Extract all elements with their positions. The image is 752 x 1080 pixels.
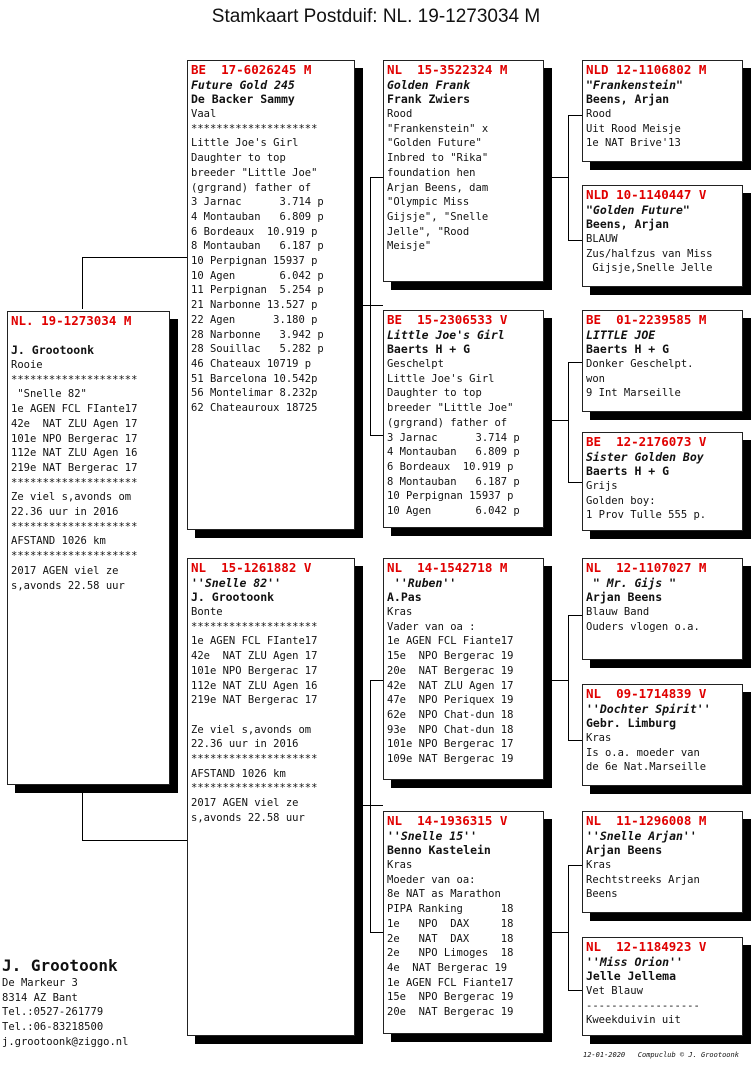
card-line: 28 Souillac 5.282 p <box>191 343 324 356</box>
ring-number: NL 15-3522324 M <box>387 62 508 77</box>
owner-name: J. Grootoonk <box>2 956 118 975</box>
breeder-name: Gebr. Limburg <box>586 716 677 730</box>
card-line: Little Joe's Girl <box>191 137 299 150</box>
ring-number: BE 01-2239585 M <box>586 312 707 327</box>
card-lines <box>191 107 351 416</box>
card-line: Rooie <box>11 359 43 371</box>
card-lines <box>586 731 739 775</box>
owner-phone: Tel.:0527-261779 <box>2 1006 104 1019</box>
card-line: s,avonds 22.58 uur <box>11 579 125 592</box>
card-line: Arjan Beens, dam <box>387 181 489 194</box>
pigeon-name: ''Miss Orion'' <box>586 955 683 969</box>
pigeon-name: ''Ruben'' <box>387 576 457 590</box>
card-line: won <box>586 372 605 385</box>
card-line: 6 Bordeaux 10.919 p <box>191 225 318 238</box>
card-line: 10 Perpignan 15937 p <box>387 490 514 503</box>
card-line: 8 Montauban 6.187 p <box>387 475 520 488</box>
card-lines <box>586 232 739 276</box>
card-line: Is o.a. moeder van <box>586 746 700 759</box>
ring-number: BE 15-2306533 V <box>387 312 508 327</box>
card-line: ******************** <box>191 620 318 633</box>
owner-city: 8314 AZ Bant <box>2 991 78 1004</box>
ring-number: NL 12-1107027 M <box>586 560 707 575</box>
card-line: AFSTAND 1026 km <box>11 535 106 548</box>
breeder-name: Beens, Arjan <box>586 92 670 106</box>
card-line: ******************** <box>11 520 138 533</box>
pigeon-card-main[interactable] <box>7 311 170 785</box>
card-lines <box>11 358 166 593</box>
ring-number: NL 15-1261882 V <box>191 560 312 575</box>
card-line: Ze viel s,avonds om <box>191 723 312 736</box>
card-line: 3 Jarnac 3.714 p <box>191 196 324 209</box>
card-line: Gijsje,Snelle Jelle <box>586 262 713 275</box>
pigeon-card-dds[interactable] <box>582 811 743 913</box>
card-line: 6 Bordeaux 10.919 p <box>387 460 514 473</box>
card-line: Moeder van oa: <box>387 873 476 886</box>
connector-line <box>568 115 569 240</box>
breeder-name: Jelle Jellema <box>586 969 677 983</box>
card-line: 56 Montelimar 8.232p <box>191 387 318 400</box>
ring-number: BE 12-2176073 V <box>586 434 707 449</box>
pigeon-card-sdd[interactable] <box>582 432 743 531</box>
card-line: 1e AGEN FCL FIante17 <box>191 635 318 648</box>
card-line: ------------------ <box>586 999 700 1012</box>
card-lines <box>387 107 540 254</box>
connector-line <box>568 482 582 483</box>
ring-number: NL 14-1542718 M <box>387 560 508 575</box>
card-lines <box>586 107 739 151</box>
card-line: Kras <box>387 606 413 618</box>
pigeon-card-dam[interactable] <box>187 558 355 1036</box>
card-line: de 6e Nat.Marseille <box>586 761 707 774</box>
card-line: Grijs <box>586 480 618 492</box>
card-line: 9 Int Marseille <box>586 387 681 400</box>
card-line: 101e NPO Bergerac 17 <box>387 738 514 751</box>
card-line: Ouders vlogen o.a. <box>586 620 700 633</box>
pigeon-name: ''Snelle 82'' <box>191 576 282 590</box>
card-line: 22.36 uur in 2016 <box>191 738 299 751</box>
card-line: (grgrand) father of <box>191 181 312 194</box>
pigeon-card-sire[interactable] <box>187 60 355 530</box>
card-line: 109e NAT Bergerac 19 <box>387 753 514 766</box>
pigeon-name: Golden Frank <box>387 78 471 92</box>
card-line: 10 Agen 6.042 p <box>191 269 324 282</box>
card-line: 1e AGEN FCL FIante17 <box>11 403 138 416</box>
pigeon-card-dam-sire[interactable] <box>383 558 544 780</box>
breeder-name: Baerts H + G <box>387 342 471 356</box>
pigeon-card-sire-dam[interactable] <box>383 310 544 528</box>
card-line: Ze viel s,avonds om <box>11 491 132 504</box>
connector-line <box>370 680 371 932</box>
connector-line <box>370 435 383 436</box>
ring-number: NLD 10-1140447 V <box>586 187 707 202</box>
pigeon-card-dam-dam[interactable] <box>383 811 544 1034</box>
connector-line <box>82 785 83 840</box>
pigeon-name: ''Snelle 15'' <box>387 829 478 843</box>
card-lines <box>586 479 739 523</box>
card-line: s,avonds 22.58 uur <box>191 811 305 824</box>
breeder-name: Arjan Beens <box>586 843 663 857</box>
card-line: 101e NPO Bergerac 17 <box>11 432 138 445</box>
pigeon-card-ssd[interactable] <box>582 185 743 287</box>
connector-line <box>82 840 187 841</box>
owner-email[interactable]: j.grootoonk@ziggo.nl <box>2 1035 129 1048</box>
card-line: 42e NAT ZLU Agen 17 <box>191 650 318 663</box>
card-line: Golden boy: <box>586 494 656 507</box>
card-line: Rood <box>387 108 413 120</box>
breeder-name: A.Pas <box>387 590 422 604</box>
card-line: breeder "Little Joe" <box>191 166 318 179</box>
card-line: Kras <box>586 732 612 744</box>
pigeon-name: " Mr. Gijs " <box>586 576 677 590</box>
card-lines <box>387 858 540 1020</box>
card-line: 28 Narbonne 3.942 p <box>191 328 324 341</box>
connector-line <box>544 680 568 681</box>
card-line: 10 Perpignan 15937 p <box>191 255 318 268</box>
card-lines <box>586 984 739 1028</box>
card-line: AFSTAND 1026 km <box>191 767 286 780</box>
card-line: Meisje" <box>387 240 432 253</box>
card-line: Beens <box>586 888 618 901</box>
card-line: 112e NAT ZLU Agen 16 <box>11 447 138 460</box>
card-line: ******************** <box>11 550 138 563</box>
card-line: 2017 AGEN viel ze <box>11 564 119 577</box>
ring-number: NL 12-1184923 V <box>586 939 707 954</box>
card-line: foundation hen <box>387 166 476 179</box>
card-line: 10 Agen 6.042 p <box>387 505 520 518</box>
pigeon-card-ddd[interactable] <box>582 937 743 1036</box>
card-line: 62e NPO Chat-dun 18 <box>387 708 514 721</box>
pigeon-name: Future Gold 245 <box>191 78 295 92</box>
breeder-name: Baerts H + G <box>586 464 670 478</box>
connector-line <box>370 680 383 681</box>
card-line: 93e NPO Chat-dun 18 <box>387 723 514 736</box>
card-line: 1e AGEN FCL Fiante17 <box>387 976 514 989</box>
card-lines <box>586 858 739 902</box>
card-line: 15e NPO Bergerac 19 <box>387 650 514 663</box>
pigeon-card-sss[interactable] <box>582 60 743 162</box>
card-line: 2e NAT DAX 18 <box>387 932 514 945</box>
card-line: 8 Montauban 6.187 p <box>191 240 324 253</box>
card-line: Geschelpt <box>387 358 444 370</box>
breeder-name: De Backer Sammy <box>191 92 295 106</box>
card-line: 8e NAT as Marathon <box>387 888 501 901</box>
card-line: 42e NAT ZLU Agen 17 <box>387 679 514 692</box>
page-title: Stamkaart Postduif: NL. 19-1273034 M <box>211 6 541 27</box>
card-line: Daughter to top <box>191 152 286 165</box>
card-lines <box>586 605 739 634</box>
card-line: Bonte <box>191 606 223 618</box>
ring-number: NLD 12-1106802 M <box>586 62 707 77</box>
connector-line <box>355 805 383 806</box>
card-line: Rechtstreeks Arjan <box>586 873 700 886</box>
card-line: "Snelle 82" <box>11 388 87 401</box>
connector-line <box>568 865 582 866</box>
connector-line <box>568 615 569 740</box>
ring-number: NL 11-1296008 M <box>586 813 707 828</box>
pigeon-card-dss[interactable] <box>582 558 743 660</box>
pigeon-name: ''Snelle Arjan'' <box>586 829 697 843</box>
card-line: 21 Narbonne 13.527 p <box>191 299 318 312</box>
connector-line <box>568 240 582 241</box>
card-line: Kweekduivin uit <box>586 1014 681 1027</box>
card-line: Gijsje", "Snelle <box>387 210 489 223</box>
card-line: BLAUW <box>586 233 618 245</box>
pigeon-card-dsd[interactable] <box>582 684 743 786</box>
card-line: "Frankenstein" x <box>387 122 489 135</box>
connector-line <box>370 932 383 933</box>
connector-line <box>568 615 582 616</box>
card-line: ******************** <box>11 373 138 386</box>
card-line: ******************** <box>191 782 318 795</box>
card-lines <box>191 605 351 826</box>
breeder-name: J. Grootoonk <box>191 590 275 604</box>
breeder-name: Baerts H + G <box>586 342 670 356</box>
card-line: 15e NPO Bergerac 19 <box>387 991 514 1004</box>
breeder-name: Frank Zwiers <box>387 92 471 106</box>
card-lines <box>586 357 739 401</box>
card-line: 46 Chateaux 10719 p <box>191 357 312 370</box>
pigeon-name: ''Dochter Spirit'' <box>586 702 711 716</box>
card-line: 47e NPO Periquex 19 <box>387 694 514 707</box>
card-line: 20e NAT Bergerac 19 <box>387 664 514 677</box>
ring-number: NL 14-1936315 V <box>387 813 508 828</box>
connector-line <box>568 740 582 741</box>
pigeon-name: Little Joe's Girl <box>387 328 505 342</box>
ring-number: NL 09-1714839 V <box>586 686 707 701</box>
pigeon-name: "Golden Future" <box>586 203 690 217</box>
owner-address: De Markeur 3 <box>2 977 78 989</box>
pigeon-name: LITTLE JOE <box>586 328 656 342</box>
card-line: Vaal <box>191 108 217 120</box>
card-line: 4 Montauban 6.809 p <box>387 446 520 459</box>
breeder-name: Beens, Arjan <box>586 217 670 231</box>
connector-line <box>568 362 569 482</box>
connector-line <box>568 865 569 990</box>
card-line: Daughter to top <box>387 387 482 400</box>
card-line: Donker Geschelpt. <box>586 358 694 370</box>
pigeon-name: Sister Golden Boy <box>586 450 704 464</box>
card-line: Blauw Band <box>586 606 650 618</box>
card-line: 22.36 uur in 2016 <box>11 506 119 519</box>
card-line: 1e NPO DAX 18 <box>387 917 514 930</box>
card-line: 51 Barcelona 10.542p <box>191 372 318 385</box>
card-line: Little Joe's Girl <box>387 372 495 385</box>
footer-credit: 12-01-2020 Compuclub © J. Grootoonk <box>583 1051 739 1059</box>
card-line: (grgrand) father of <box>387 416 508 429</box>
card-line: 1e AGEN FCL Fiante17 <box>387 635 514 648</box>
connector-line <box>370 177 371 435</box>
card-line: 11 Perpignan 5.254 p <box>191 284 324 297</box>
connector-line <box>355 305 383 306</box>
card-line: breeder "Little Joe" <box>387 402 514 415</box>
card-line: 22 Agen 3.180 p <box>191 313 318 326</box>
card-line: 219e NAT Bergerac 17 <box>11 461 138 474</box>
ring-number: BE 17-6026245 M <box>191 62 312 77</box>
breeder-name: J. Grootoonk <box>11 343 95 357</box>
card-line: "Golden Future" <box>387 137 482 150</box>
card-line: 219e NAT Bergerac 17 <box>191 694 318 707</box>
card-line: 101e NPO Bergerac 17 <box>191 664 318 677</box>
card-line: Inbred to "Rika" <box>387 152 489 165</box>
card-line <box>191 708 351 723</box>
card-line: Kras <box>586 859 612 871</box>
connector-line <box>568 115 582 116</box>
card-lines <box>387 605 540 767</box>
card-line: 2e NPO Limoges 18 <box>387 947 514 960</box>
connector-line <box>544 932 568 933</box>
card-line: 42e NAT ZLU Agen 17 <box>11 417 138 430</box>
card-line: Vader van oa : <box>387 620 476 633</box>
pigeon-card-sire-sire[interactable] <box>383 60 544 282</box>
pigeon-name: "Frankenstein" <box>586 78 683 92</box>
card-lines <box>387 357 540 519</box>
ring-number: NL. 19-1273034 M <box>11 313 132 328</box>
owner-mobile: Tel.:06-83218500 <box>2 1021 104 1034</box>
card-line: 62 Chateauroux 18725 <box>191 402 318 415</box>
connector-line <box>544 177 568 178</box>
card-line: Vet Blauw <box>586 985 643 997</box>
card-line: 4 Montauban 6.809 p <box>191 210 324 223</box>
card-line: Uit Rood Meisje <box>586 122 681 135</box>
card-line: 2017 AGEN viel ze <box>191 797 299 810</box>
connector-line <box>568 990 582 991</box>
pigeon-card-sds[interactable] <box>582 310 743 412</box>
card-line: Jelle", "Rood <box>387 225 470 238</box>
connector-line <box>82 257 187 258</box>
owner-block <box>2 956 128 1050</box>
card-line: 1 Prov Tulle 555 p. <box>586 509 707 522</box>
card-line: 3 Jarnac 3.714 p <box>387 431 520 444</box>
card-line: Zus/halfzus van Miss <box>586 247 713 260</box>
card-line: 112e NAT ZLU Agen 16 <box>191 679 318 692</box>
connector-line <box>82 257 83 309</box>
card-line: 1e NAT Brive'13 <box>586 137 681 150</box>
breeder-name: Benno Kastelein <box>387 843 491 857</box>
connector-line <box>544 420 568 421</box>
card-line: 20e NAT Bergerac 19 <box>387 1006 514 1019</box>
card-line: 4e NAT Bergerac 19 <box>387 961 508 974</box>
connector-line <box>568 362 582 363</box>
connector-line <box>370 177 383 178</box>
card-line: ******************** <box>11 476 138 489</box>
card-line: PIPA Ranking 18 <box>387 903 514 916</box>
card-line: ******************** <box>191 753 318 766</box>
card-line: Rood <box>586 108 612 120</box>
card-line: ******************** <box>191 122 318 135</box>
card-line: Kras <box>387 859 413 871</box>
card-line: "Olympic Miss <box>387 196 470 209</box>
breeder-name: Arjan Beens <box>586 590 663 604</box>
